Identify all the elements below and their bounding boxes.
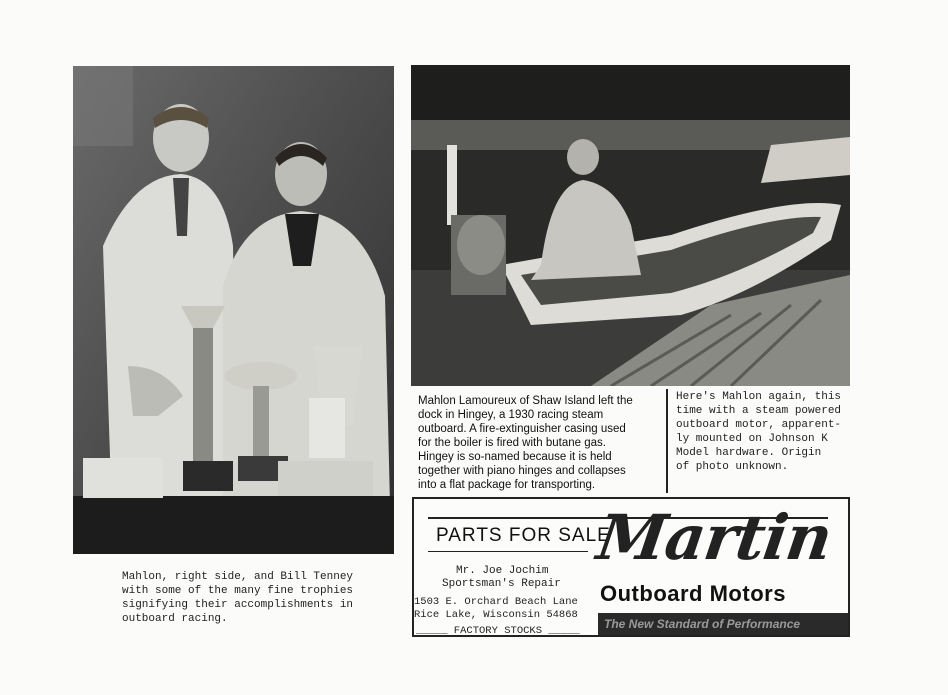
trophy-photo (73, 66, 394, 554)
caption-line: for the boiler is fired with butane gas. (418, 437, 606, 449)
right-photo-caption (676, 390, 852, 474)
tagline-banner: The New Standard of Performance (598, 613, 848, 635)
boat-photo (411, 65, 850, 386)
caption-line: time with a steam powered (676, 405, 842, 417)
address-line-2: Rice Lake, Wisconsin 54868 (414, 609, 578, 621)
caption-line: signifying their accomplishments in (122, 599, 354, 611)
caption-line: of photo unknown. (676, 461, 789, 473)
contact-name: Mr. Joe Jochim (456, 565, 549, 577)
address-line-1: 1503 E. Orchard Beach Lane (414, 596, 578, 608)
left-photo-caption (122, 570, 382, 626)
caption-line: Hingey is so-named because it is held (418, 451, 612, 463)
caption-line: outboard. A fire-extinguisher casing used (418, 423, 626, 435)
caption-line: together with piano hinges and collapses (418, 465, 626, 477)
caption-line: Mahlon Lamoureux of Shaw Island left the (418, 395, 633, 407)
business-name: Sportsman's Repair (442, 578, 561, 590)
parts-advertisement (412, 497, 850, 637)
caption-line: outboard racing. (122, 613, 228, 625)
caption-divider (666, 389, 668, 493)
caption-line: Here's Mahlon again, this (676, 391, 842, 403)
outboard-motors-title: Outboard Motors (600, 581, 786, 606)
caption-line: with some of the many fine trophies (122, 585, 354, 597)
caption-line: Model hardware. Origin (676, 447, 822, 459)
caption-line: outboard motor, apparent- (676, 419, 842, 431)
caption-line: dock in Hingey, a 1930 racing steam (418, 409, 604, 421)
middle-photo-caption (418, 394, 664, 492)
martin-logo: Martin (592, 501, 836, 574)
factory-stocks-label: _____ FACTORY STOCKS _____ (416, 625, 580, 637)
ad-title-rule (428, 551, 588, 552)
parts-for-sale-title: PARTS FOR SALE (436, 525, 611, 546)
caption-line: ly mounted on Johnson K (676, 433, 828, 445)
caption-line: into a flat package for transporting. (418, 479, 596, 491)
caption-line: Mahlon, right side, and Bill Tenney (122, 571, 354, 583)
